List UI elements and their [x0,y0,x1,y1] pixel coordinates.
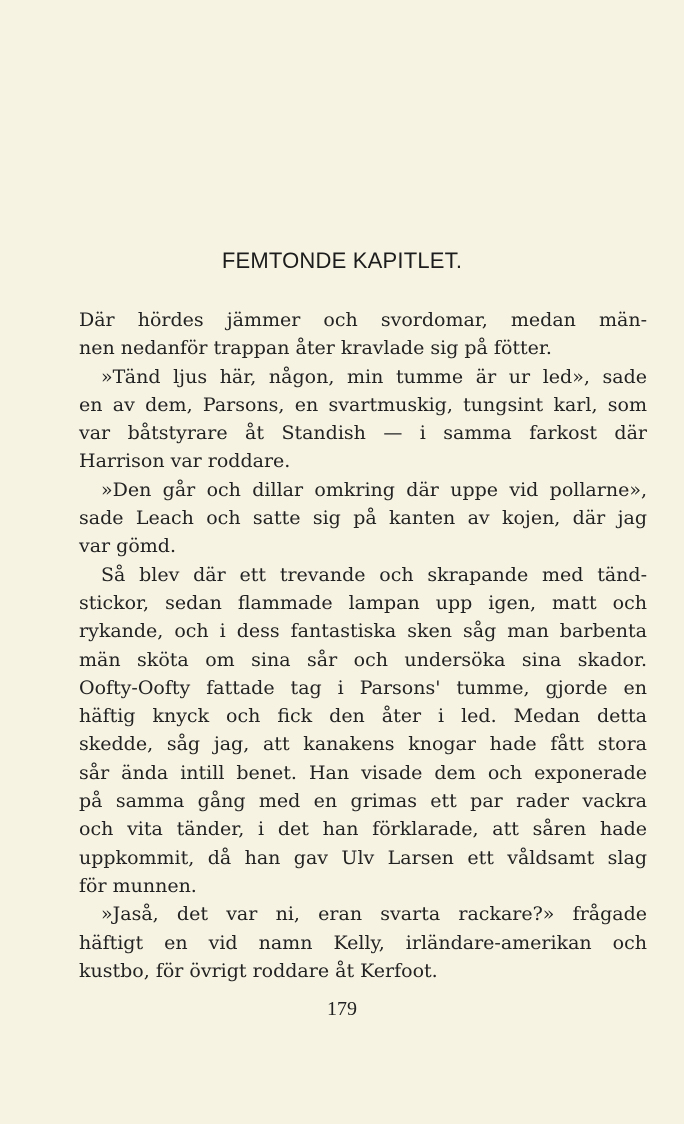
text-line: stickor, sedan flammade lampan upp igen, matt och [79,591,647,614]
text-line: sade Leach och satte sig på kanten av kojen, där jag [79,507,647,530]
text-line: »Den går och dillar omkring där uppe vid pollarne», [101,478,647,501]
text-line: en av dem, Parsons, en svartmuskig, tungsint karl, som [79,393,647,416]
text-line: och vita tänder, i det han förklarade, att såren hade [79,818,647,841]
text-line: Så blev där ett trevande och skrapande med tänd- [101,563,647,586]
text-line: häftigt en vid namn Kelly, irländare-amerikan och [79,931,647,954]
text-line: på samma gång med en grimas ett par rader vackra [79,790,647,813]
text-line: Där hördes jämmer och svordomar, medan män- [79,309,647,331]
text-line: Harrison var roddare. [79,450,291,473]
text-line: uppkommit, då han gav Ulv Larsen ett våldsamt slag [79,846,647,869]
text-line: skedde, såg jag, att kanakens knogar hade fått stora [79,733,647,756]
text-line: sår ända intill benet. Han visade dem och exponerade [79,761,647,784]
text-line: för munnen. [79,874,197,897]
text-line: rykande, och i dess fantastiska sken såg man barbenta [79,620,647,643]
page-number: 179 [327,998,357,1020]
text-line: nen nedanför trappan åter kravlade sig på fötter. [79,337,552,360]
text-line: »Tänd ljus här, någon, min tumme är ur led», sade [101,365,647,388]
chapter-title: FEMTONDE KAPITLET. [221,248,463,273]
text-line: var gömd. [79,535,177,558]
text-line: »Jaså, det var ni, eran svarta rackare?» frågade [101,903,647,926]
text-line: kustbo, för övrigt roddare åt Kerfoot. [79,959,438,982]
text-line: häftig knyck och fick den åter i led. Medan detta [79,705,647,728]
text-line: män sköta om sina sår och undersöka sina skador. [79,648,647,671]
text-line: var båtstyrare åt Standish — i samma farkost där [79,422,647,445]
text-line: Oofty-Oofty fattade tag i Parsons' tumme, gjorde en [79,676,647,699]
body-text [79,306,647,985]
